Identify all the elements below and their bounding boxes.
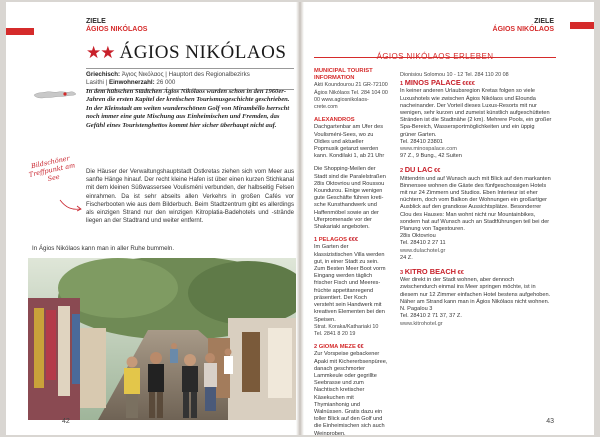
running-head-right: ZIELE ÁGIOS NIKÓLAOS	[492, 18, 554, 33]
hotels-column	[400, 72, 552, 334]
crete-map-icon	[32, 85, 78, 103]
hotel-website-link[interactable]: www.minospalace.com	[400, 146, 457, 153]
page-title-row	[86, 42, 286, 64]
restaurant-pelagos: 1 PELAGOS €€€ Im Garten der klassizistischen Villa werden gut, in einer Stadt zu sein. Zum Besten Meer Boot vorm Eingang werden täglich frischer Fisch und Meeresfrüchte appetitanregend präsentiert. Der Koch versteht sein Handwerk mit kreativen Elementen bei den Speisen. Strat. Koraka/Kathariaki 10 Tel. 2841 8 20 19	[314, 237, 386, 337]
restaurant-gioma-meze: 2 GIOMA MEZE €€ Zur Vorspeise gebackener Apaki mit Kichererbsenpüree, danach geschmorter Lammkeule oder gegrillte Seebrasse und zum Nachtisch kretischer Käsekuchen mit Thymianhonig und Walnüssen. Gratis dazu ein toller Blick auf den Golf und die Einheimischen sich auch Weinproben.	[314, 344, 388, 435]
fact-box: Griechisch: Άγιος Νικόλαος | Hauptort des Regionalbezirks Lasithi | Einwohnerzahl: 26 000	[86, 68, 294, 90]
arrow-icon	[58, 198, 84, 212]
chapter-tab-right	[570, 22, 594, 29]
book-gutter	[296, 2, 304, 435]
page-number-left: 42	[62, 418, 70, 425]
hotel-website-link[interactable]: www.dulachotel.gr	[400, 247, 446, 254]
margin-note: Bildschöner Treffpunkt am See	[28, 154, 76, 184]
hotel-website-link[interactable]: www.kitrohotel.gr	[400, 320, 443, 327]
info-column	[314, 68, 388, 435]
hotel-minos-palace: 1 MINOS PALACE €€€€ In keiner anderen Urlaubsregion Kretas folgen so viele Luxushotels wie zwischen Ágios Nikólaos und Elounda nacheinander. Der Vorteil dieses Luxus-Resorts mit nur wenigen, sehr kurzen und zumeist künstlich aufgeschütteten Stränden ist die Stadtnähe (2 km). Mehrere Pools, ein großer Spa-Bereich, Wassersportmöglichkeiten und ein üppig grüner Garten. Tel. 28410 23801 www.minospalace.com 97 Z., 9 Bung., 42 Suiten	[400, 78, 552, 160]
right-page	[300, 2, 594, 435]
left-page	[6, 2, 300, 435]
shopping-note: Die Shopping-Meilen der Stadt sind die Paralelstraßen 28is Oktovriou und Roussou Koundurou. Einige wenigen gute Geschäfte führen kretische Kunsthandwerk und Haffenmöbel sowie an der Uferpromenade vor der Shakariaki angeboten.	[314, 166, 386, 231]
chapter-tab-left	[6, 28, 34, 35]
page-number-right: 43	[546, 418, 554, 425]
rating-stars-icon: ★★	[86, 43, 115, 62]
hotel-du-lac: 2 DU LAC €€ Mittendrin und auf Wunsch auch mit Blick auf den markanten Binnensee wohnen die Gäste des fünfgeschossigen Hotels mit nur 24 Zimmern und Studios. Eben Interieur ist eher nüchtern, doch vom Balkon der Wohnungen ein großartiger Ausblick auf den grandiose Aussichtsplätze. Besonderrer Clou des Hauses: Man wohnt nicht nur Mountainbikes, sondern hat auf Wunsch auch an Stadtführungen teil bei der Planung von Tagestouren. 28is Oktovriou Tel. 28410 2 27 11 www.dulachotel.gr 24 Z.	[400, 165, 551, 261]
page-title: ÁGIOS NIKÓLAOS	[119, 42, 287, 63]
nightlife-alexandros: ALEXANDROS Dachgartenbar am Ufer des Voulisméni-Sees, wo zu Oldies und aktueller Popmusik getanzt werden kann. Kondilaki 1, ab 21 Uhr	[314, 117, 385, 160]
section-title: ÁGIOS NIKÓLAOS ERLEBEN	[314, 46, 556, 58]
top-address: Dionisiou Solomou 10 - 12 Tel. 284 110 20 08	[400, 72, 509, 78]
body-paragraph: Die Häuser der Verwaltungshauptstadt Ostkretas ziehen sich vom Meer aus sanfte Hänge hinauf. Der recht kleine Hafen ist über einen kurzen Stichkanal mit dem kleinen Süßwassersee Voulisméni verbunden, der halbseitig Felsen einrahmen. Da ist sehr abseits allen Verkehrs in großen Cafés vor Fischerbooten wie aus dem Bilderbuch. Beim Stadtzentrum gibt es allerdings als einzigen Strand nur den winzigen Kitroplatia-Badehotels und -strände liegen an der Stadtrand und weiter entfernt.	[86, 168, 294, 225]
photo-caption: In Ágios Nikólaos kann man in aller Ruhe bummeln.	[32, 245, 175, 252]
tourist-info: MUNICIPAL TOURIST INFORMATION Akti Koundourou 21 GR-72100 Ágios Nikólaos Tel. 284 104 00 00 www.agiosnikolaos-crete.com	[314, 68, 388, 111]
lead-paragraph: In dem hübschen Städtchen Ágios Nikólaos wurden schon in den 1960er-Jahren die ersten Kapitel der kretischen Tourismusgeschichte geschrieben. In der Kleinstadt am weiten wunderschönen Golf von Mirambéllo herrscht noch immer eine gute Mischung aus Einheimischen und Fremden, das Gefühl eines Touristenghettos kommt hier sicher überhaupt nicht auf.	[86, 88, 290, 129]
hotel-kitro-beach: 3 KITRO BEACH €€ Wer direkt in der Stadt wohnen, aber dennoch zwischendurch einmal ins Meer springen möchte, ist in diesem nur 12 Zimmer einfachen Hotel bestens aufgehoben. Näher am Strand kann man in Ágios Nikólaos nicht wohnen. N. Pagalou 3 Tel. 28410 2 71 37, 37 Z. www.kitrohotel.gr	[400, 267, 551, 327]
running-head-left: ZIELE ÁGIOS NIKÓLAOS	[86, 18, 148, 33]
street-photo	[28, 258, 300, 420]
